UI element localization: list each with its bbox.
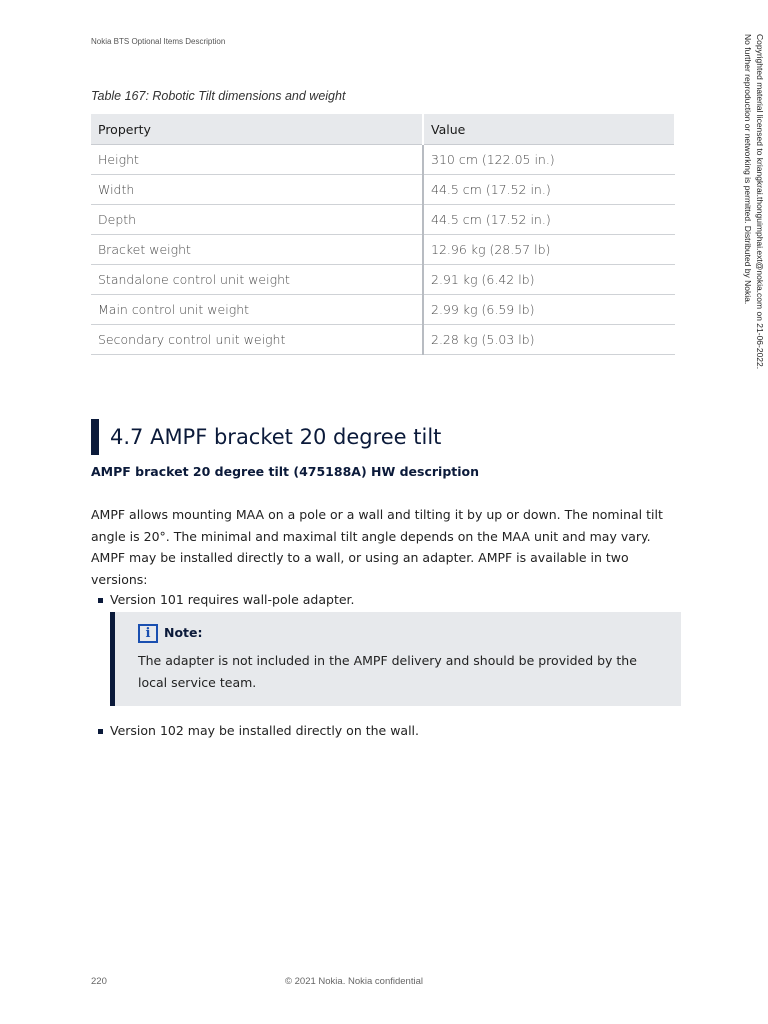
list-item-text: Version 101 requires wall-pole adapter. bbox=[110, 592, 355, 607]
property-cell: Secondary control unit weight bbox=[91, 325, 423, 355]
table-row bbox=[91, 175, 675, 205]
sub-heading: AMPF bracket 20 degree tilt (475188A) HW description bbox=[91, 464, 480, 479]
property-cell: Width bbox=[91, 175, 423, 205]
document-header: Nokia BTS Optional Items Description bbox=[91, 37, 226, 46]
list-item bbox=[98, 723, 419, 738]
section-heading: 4.7 AMPF bracket 20 degree tilt bbox=[91, 419, 441, 455]
note-box bbox=[110, 612, 681, 706]
footer-copyright: © 2021 Nokia. Nokia confidential bbox=[285, 976, 423, 987]
value-cell: 44.5 cm (17.52 in.) bbox=[423, 205, 675, 235]
list-item bbox=[98, 592, 355, 607]
table-row bbox=[91, 325, 675, 355]
property-cell: Standalone control unit weight bbox=[91, 265, 423, 295]
property-cell: Main control unit weight bbox=[91, 295, 423, 325]
side-notice-line-2: No further reproduction or networking is permitted. Distributed by Nokia. bbox=[743, 34, 753, 305]
table-row bbox=[91, 205, 675, 235]
property-cell: Height bbox=[91, 145, 423, 175]
note-title: Note: bbox=[164, 625, 203, 640]
column-header-value: Value bbox=[423, 114, 675, 145]
page-number: 220 bbox=[91, 976, 107, 987]
table-row bbox=[91, 145, 675, 175]
value-cell: 2.28 kg (5.03 lb) bbox=[423, 325, 675, 355]
value-cell: 2.99 kg (6.59 lb) bbox=[423, 295, 675, 325]
table-row bbox=[91, 265, 675, 295]
dimensions-table bbox=[91, 114, 676, 355]
table-row bbox=[91, 235, 675, 265]
bullet-marker bbox=[98, 729, 103, 734]
note-text: The adapter is not included in the AMPF delivery and should be provided by the local service team. bbox=[138, 653, 637, 690]
note-title-row bbox=[138, 624, 203, 643]
column-header-property: Property bbox=[91, 114, 423, 145]
property-cell: Bracket weight bbox=[91, 235, 423, 265]
body-paragraph: AMPF allows mounting MAA on a pole or a wall and tilting it by up or down. The nominal tilt angle is 20°. The minimal and maximal tilt angle depends on the MAA unit and may vary. AMPF may be installed directly to a wall, or using an adapter. AMPF is available in two versions: bbox=[91, 507, 663, 587]
copyright-side-notice bbox=[742, 34, 766, 369]
bullet-marker bbox=[98, 598, 103, 603]
property-cell: Depth bbox=[91, 205, 423, 235]
side-notice-line-1: Copyrighted material licensed to kriangkrai.thonguimphai.ext@nokia.com on 21-06-2022. bbox=[755, 34, 765, 370]
value-cell: 2.91 kg (6.42 lb) bbox=[423, 265, 675, 295]
value-cell: 310 cm (122.05 in.) bbox=[423, 145, 675, 175]
table-caption: Table 167: Robotic Tilt dimensions and weight bbox=[91, 89, 346, 103]
list-item-text: Version 102 may be installed directly on the wall. bbox=[110, 723, 420, 738]
info-icon: i bbox=[138, 624, 158, 643]
table-header-row bbox=[91, 114, 675, 145]
table-row bbox=[91, 295, 675, 325]
value-cell: 44.5 cm (17.52 in.) bbox=[423, 175, 675, 205]
value-cell: 12.96 kg (28.57 lb) bbox=[423, 235, 675, 265]
